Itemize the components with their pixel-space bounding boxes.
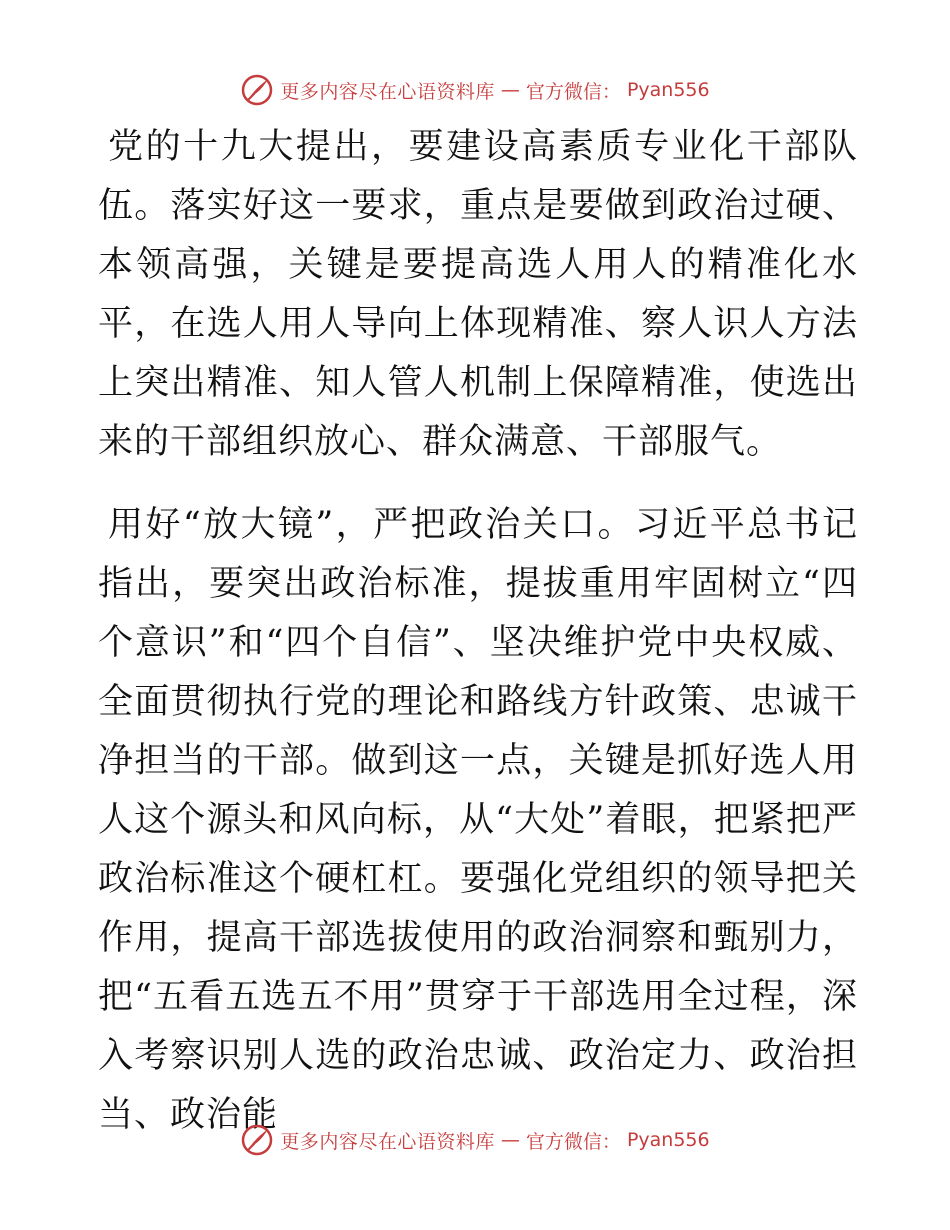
- feather-pen-logo-icon: [240, 1123, 274, 1157]
- watermark-dash: —: [500, 1129, 520, 1151]
- header-watermark: [0, 70, 950, 110]
- watermark-site-text: 更多内容尽在心语资料库: [280, 80, 495, 103]
- watermark-dash: —: [500, 79, 520, 101]
- footer-watermark: [0, 1120, 950, 1160]
- watermark-official-label: 官方微信：: [525, 1130, 621, 1153]
- watermark-wechat-id: Pyan556: [626, 79, 710, 101]
- paragraph-2: 用好“放大镜”，严把政治关口。习近平总书记指出，要突出政治标准，提拔重用牢固树立“四个意识”和“四个自信”、坚决维护党中央权威、全面贯彻执行党的理论和路线方针政策、忠诚干净担当的干部。做到这一点，关键是抓好选人用人这个源头和风向标，从“大处”着眼，把紧把严政治标准这个硬杠杠。要强化党组织的领导把关作用，提高干部选拔使用的政治洞察和甄别力，把“五看五选五不用”贯穿于干部选用全过程，深入考察识别人选的政治忠诚、政治定力、政治担当、政治能: [98, 505, 858, 1135]
- document-body: [98, 118, 858, 1145]
- watermark-site-text: 更多内容尽在心语资料库: [280, 1130, 495, 1153]
- feather-pen-logo-icon: [240, 73, 274, 107]
- watermark-wechat-id: Pyan556: [626, 1129, 710, 1151]
- watermark-official-label: 官方微信：: [525, 80, 621, 103]
- paragraph-1: 党的十九大提出，要建设高素质专业化干部队伍。落实好这一要求，重点是要做到政治过硬、本领高强，关键是要提高选人用人的精准化水平，在选人用人导向上体现精准、察人识人方法上突出精准、知人管人机制上保障精准，使选出来的干部组织放心、群众满意、干部服气。: [98, 127, 858, 462]
